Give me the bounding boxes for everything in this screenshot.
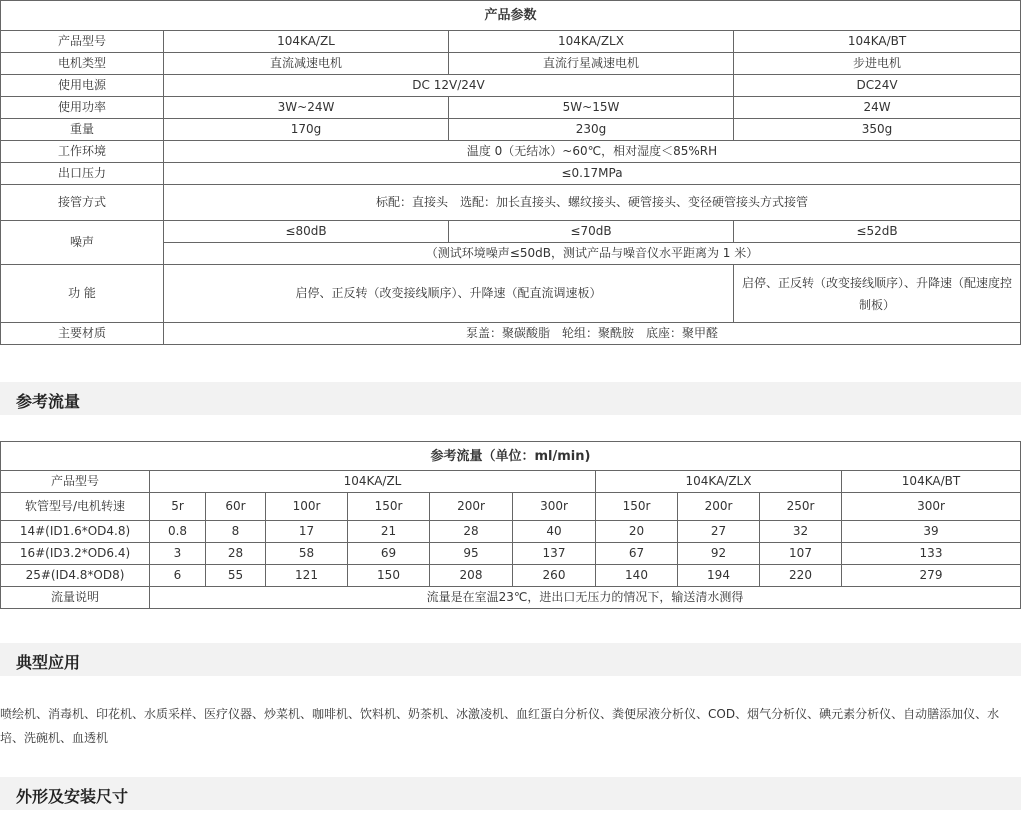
cell: 标配：直接头 选配：加长直接头、螺纹接头、硬管接头、变径硬管接头方式接管 bbox=[164, 185, 1021, 221]
cell: 107 bbox=[760, 543, 842, 565]
cell: 194 bbox=[678, 565, 760, 587]
cell: 67 bbox=[596, 543, 678, 565]
row-label: 重量 bbox=[1, 119, 164, 141]
cell: 100r bbox=[266, 493, 348, 521]
cell: 21 bbox=[348, 521, 430, 543]
section-flow-header bbox=[0, 382, 1021, 415]
cell: 250r bbox=[760, 493, 842, 521]
row-label: 工作环境 bbox=[1, 141, 164, 163]
row-label: 主要材质 bbox=[1, 323, 164, 345]
cell: 92 bbox=[678, 543, 760, 565]
params-title: 产品参数 bbox=[1, 1, 1021, 31]
cell: 104KA/BT bbox=[734, 31, 1021, 53]
cell: 3W~24W bbox=[164, 97, 449, 119]
cell: 104KA/ZL bbox=[150, 471, 596, 493]
row-label: 使用电源 bbox=[1, 75, 164, 97]
cell: 流量是在室温23℃，进出口无压力的情况下，输送清水测得 bbox=[150, 587, 1021, 609]
cell: ≤80dB bbox=[164, 221, 449, 243]
cell: 直流行星减速电机 bbox=[449, 53, 734, 75]
cell: 58 bbox=[266, 543, 348, 565]
cell: 95 bbox=[430, 543, 513, 565]
cell: 279 bbox=[842, 565, 1021, 587]
cell: 3 bbox=[150, 543, 206, 565]
section-title: 典型应用 bbox=[16, 653, 81, 672]
row-label: 25#(ID4.8*OD8) bbox=[1, 565, 150, 587]
cell: 150r bbox=[596, 493, 678, 521]
cell: 5W~15W bbox=[449, 97, 734, 119]
cell: 104KA/ZLX bbox=[596, 471, 842, 493]
cell: 104KA/BT bbox=[842, 471, 1021, 493]
cell: 121 bbox=[266, 565, 348, 587]
cell: 27 bbox=[678, 521, 760, 543]
cell: ≤0.17MPa bbox=[164, 163, 1021, 185]
section-title: 参考流量 bbox=[16, 392, 81, 411]
cell: 220 bbox=[760, 565, 842, 587]
cell: ≤52dB bbox=[734, 221, 1021, 243]
cell: 60r bbox=[206, 493, 266, 521]
row-label: 产品型号 bbox=[1, 31, 164, 53]
row-label: 软管型号/电机转速 bbox=[1, 493, 150, 521]
cell: 5r bbox=[150, 493, 206, 521]
cell: 140 bbox=[596, 565, 678, 587]
row-label: 使用功率 bbox=[1, 97, 164, 119]
cell: 0.8 bbox=[150, 521, 206, 543]
cell: 133 bbox=[842, 543, 1021, 565]
row-label: 16#(ID3.2*OD6.4) bbox=[1, 543, 150, 565]
row-label: 出口压力 bbox=[1, 163, 164, 185]
row-label: 流量说明 bbox=[1, 587, 150, 609]
section-dims-header bbox=[0, 777, 1021, 810]
cell: 启停、正反转（改变接线顺序）、升降速（配直流调速板） bbox=[164, 265, 734, 323]
cell: 直流减速电机 bbox=[164, 53, 449, 75]
cell: 24W bbox=[734, 97, 1021, 119]
cell: （测试环境噪声≤50dB，测试产品与噪音仪水平距离为 1 米） bbox=[164, 243, 1021, 265]
cell: 104KA/ZL bbox=[164, 31, 449, 53]
cell: 17 bbox=[266, 521, 348, 543]
cell: 步进电机 bbox=[734, 53, 1021, 75]
section-apps-header bbox=[0, 643, 1021, 676]
cell: 32 bbox=[760, 521, 842, 543]
cell: 泵盖：聚碳酸脂 轮组：聚酰胺 底座：聚甲醛 bbox=[164, 323, 1021, 345]
cell: 150 bbox=[348, 565, 430, 587]
cell: 137 bbox=[513, 543, 596, 565]
cell: 28 bbox=[206, 543, 266, 565]
row-label: 噪声 bbox=[1, 221, 164, 265]
row-label: 产品型号 bbox=[1, 471, 150, 493]
product-params-table bbox=[0, 0, 1021, 345]
cell: ≤70dB bbox=[449, 221, 734, 243]
row-label: 功 能 bbox=[1, 265, 164, 323]
cell: 40 bbox=[513, 521, 596, 543]
cell: 200r bbox=[430, 493, 513, 521]
cell: 350g bbox=[734, 119, 1021, 141]
cell: 208 bbox=[430, 565, 513, 587]
cell: DC 12V/24V bbox=[164, 75, 734, 97]
cell: 69 bbox=[348, 543, 430, 565]
cell: 260 bbox=[513, 565, 596, 587]
cell: 20 bbox=[596, 521, 678, 543]
flow-title: 参考流量（单位：ml/min) bbox=[1, 442, 1021, 471]
row-label: 电机类型 bbox=[1, 53, 164, 75]
cell: 6 bbox=[150, 565, 206, 587]
row-label: 接管方式 bbox=[1, 185, 164, 221]
flow-table bbox=[0, 441, 1021, 609]
cell: 启停、正反转（改变接线顺序）、升降速（配速度控制板） bbox=[734, 265, 1021, 323]
cell: DC24V bbox=[734, 75, 1021, 97]
cell: 150r bbox=[348, 493, 430, 521]
row-label: 14#(ID1.6*OD4.8) bbox=[1, 521, 150, 543]
cell: 170g bbox=[164, 119, 449, 141]
cell: 温度 0（无结冰）~60℃，相对湿度＜85%RH bbox=[164, 141, 1021, 163]
cell: 8 bbox=[206, 521, 266, 543]
cell: 230g bbox=[449, 119, 734, 141]
cell: 39 bbox=[842, 521, 1021, 543]
cell: 300r bbox=[842, 493, 1021, 521]
cell: 55 bbox=[206, 565, 266, 587]
cell: 104KA/ZLX bbox=[449, 31, 734, 53]
section-title: 外形及安装尺寸 bbox=[16, 787, 129, 806]
cell: 300r bbox=[513, 493, 596, 521]
cell: 200r bbox=[678, 493, 760, 521]
cell: 28 bbox=[430, 521, 513, 543]
applications-text: 喷绘机、消毒机、印花机、水质采样、医疗仪器、炒菜机、咖啡机、饮料机、奶茶机、冰激凌机、血红蛋白分析仪、粪便尿液分析仪、COD、烟气分析仪、碘元素分析仪、自动膳添加仪、水培、洗碗机、血透机 bbox=[0, 707, 1000, 745]
